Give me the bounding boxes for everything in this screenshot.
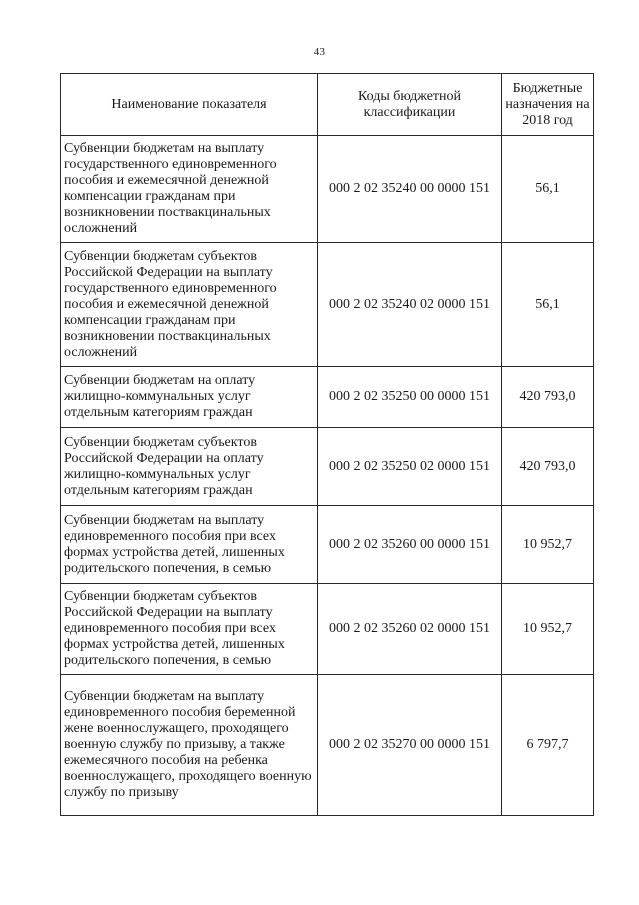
amount-cell: 420 793,0	[502, 428, 594, 506]
budget-table	[60, 73, 594, 816]
table-row	[61, 584, 594, 675]
indicator-name-cell: Субвенции бюджетам на выплату государственного единовременного пособия и ежемесячной денежной компенсации гражданам при возникновении поствакцинальных осложнений	[61, 136, 318, 243]
table-row	[61, 243, 594, 367]
amount-cell: 56,1	[502, 136, 594, 243]
amount-cell: 10 952,7	[502, 506, 594, 584]
amount-cell: 420 793,0	[502, 367, 594, 428]
table-row	[61, 428, 594, 506]
budget-code-cell: 000 2 02 35240 00 0000 151	[318, 136, 502, 243]
page-number: 43	[313, 46, 326, 58]
header-indicator-name: Наименование показателя	[61, 74, 318, 136]
indicator-name-cell: Субвенции бюджетам на выплату единовременного пособия при всех формах устройства детей, лишенных родительского попечения, в семью	[61, 506, 318, 584]
amount-cell: 56,1	[502, 243, 594, 367]
budget-code-cell: 000 2 02 35250 00 0000 151	[318, 367, 502, 428]
budget-code-cell: 000 2 02 35240 02 0000 151	[318, 243, 502, 367]
indicator-name-cell: Субвенции бюджетам субъектов Российской Федерации на оплату жилищно-коммунальных услуг отдельным категориям граждан	[61, 428, 318, 506]
budget-code-cell: 000 2 02 35260 00 0000 151	[318, 506, 502, 584]
indicator-name-cell: Субвенции бюджетам на выплату единовременного пособия беременной жене военнослужащего, проходящего военную службу по призыву, а также ежемесячного пособия на ребенка военнослужащего, проходящего военную службу по призыву	[61, 675, 318, 816]
amount-cell: 6 797,7	[502, 675, 594, 816]
indicator-name-cell: Субвенции бюджетам субъектов Российской Федерации на выплату государственного единовременного пособия и ежемесячной денежной компенсации гражданам при возникновении поствакцинальных осложнений	[61, 243, 318, 367]
indicator-name-cell: Субвенции бюджетам субъектов Российской Федерации на выплату единовременного пособия при всех формах устройства детей, лишенных родительского попечения, в семью	[61, 584, 318, 675]
table-header-row	[61, 74, 594, 136]
table-row	[61, 136, 594, 243]
table-row	[61, 675, 594, 816]
budget-code-cell: 000 2 02 35250 02 0000 151	[318, 428, 502, 506]
amount-cell: 10 952,7	[502, 584, 594, 675]
table-row	[61, 506, 594, 584]
header-budget-codes: Коды бюджетной классификации	[318, 74, 502, 136]
header-budget-appropriations: Бюджетные назначения на 2018 год	[502, 74, 594, 136]
budget-code-cell: 000 2 02 35260 02 0000 151	[318, 584, 502, 675]
table-row	[61, 367, 594, 428]
budget-code-cell: 000 2 02 35270 00 0000 151	[318, 675, 502, 816]
indicator-name-cell: Субвенции бюджетам на оплату жилищно-коммунальных услуг отдельным категориям граждан	[61, 367, 318, 428]
